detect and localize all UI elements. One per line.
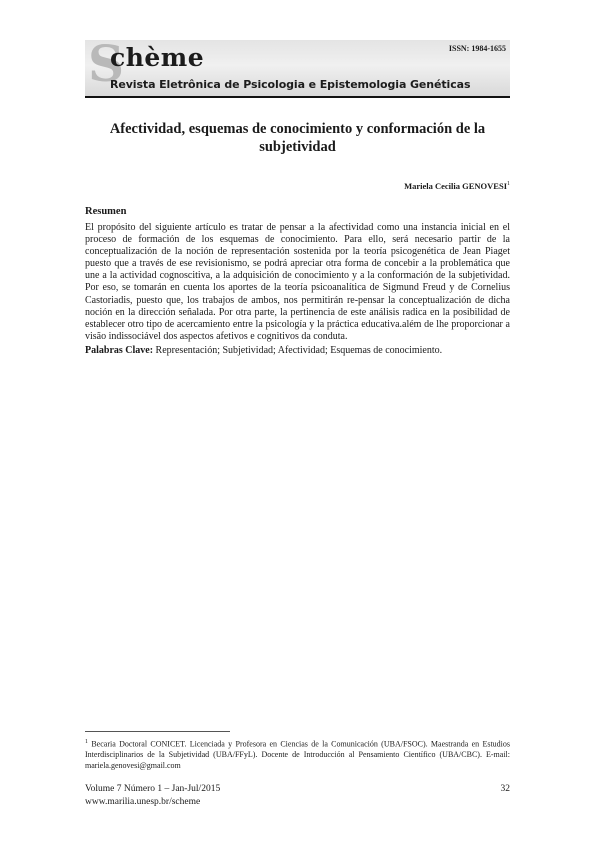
article-title: Afectividad, esquemas de conocimiento y conformación de la subjetividad <box>109 121 486 155</box>
footer-url: www.marilia.unesp.br/scheme <box>85 797 201 807</box>
footnote-divider <box>85 731 230 732</box>
footnote-mark: 1 <box>85 739 88 745</box>
footnote-text: Becaria Doctoral CONICET. Licenciada y Profesora en Ciencias de la Comunicación (UBA/FSOC). Maestranda en Estudios Interdisciplinarios de la Subjetividad (UBA/FFyL). Docente de Introducción al Pensamiento Científico (UBA/CBC). E-mail: mariela.genovesi@gmail.com <box>85 739 511 770</box>
author-name: Mariela Cecilia GENOVESI <box>404 181 507 191</box>
abstract-heading: Resumen <box>85 206 127 217</box>
journal-subtitle: Revista Eletrônica de Psicologia e Epistemologia Genéticas <box>110 78 471 91</box>
author-footnote-mark: 1 <box>507 181 510 188</box>
keywords-text: Representación; Subjetividad; Afectividad; Esquemas de conocimiento. <box>155 345 443 356</box>
footer-volume: Volume 7 Número 1 – Jan-Jul/2015 <box>85 784 221 794</box>
page-number: 32 <box>500 784 510 794</box>
keywords-label: Palabras Clave: <box>85 345 154 356</box>
footnote <box>85 737 510 771</box>
keywords-line <box>85 345 510 357</box>
header-divider <box>85 96 510 98</box>
journal-logo-word: chème <box>110 43 205 72</box>
article-author <box>300 181 510 191</box>
abstract-body: El propósito del siguiente artículo es tratar de pensar a la afectividad como una instancia inicial en el proceso de formación de los esquemas de conocimiento. Para ello, será necesario partir de la conceptualización de la noción de representación sostenida por la teoría psicogenética de Jean Piaget puesto que a través de ese revisionismo, se podrá apreciar otra forma de concebir a la problemática que une a la actividad cognoscitiva, a la adquisición de conocimiento y a la conformación de la subjetividad. Por eso, se tomarán en cuenta los aportes de la teoría psicoanalítica de Sigmund Freud y de Cornelius Castoriadis, puesto que, los trabajos de ambos, nos permitirán re-pensar la conceptualización de dicha noción en la dirección señalada. Por otra parte, la pertinencia de este análisis radica en la posibilidad de establecer otro tipo de acercamiento entre la psicología y la práctica educativa.além de lhe proporcionar a visão indissociável dos aspectos afetivos e cognitivos da conduta. <box>85 222 510 342</box>
issn-label: ISSN: 1984-1655 <box>448 44 506 53</box>
journal-logo-initial: S <box>88 34 125 93</box>
